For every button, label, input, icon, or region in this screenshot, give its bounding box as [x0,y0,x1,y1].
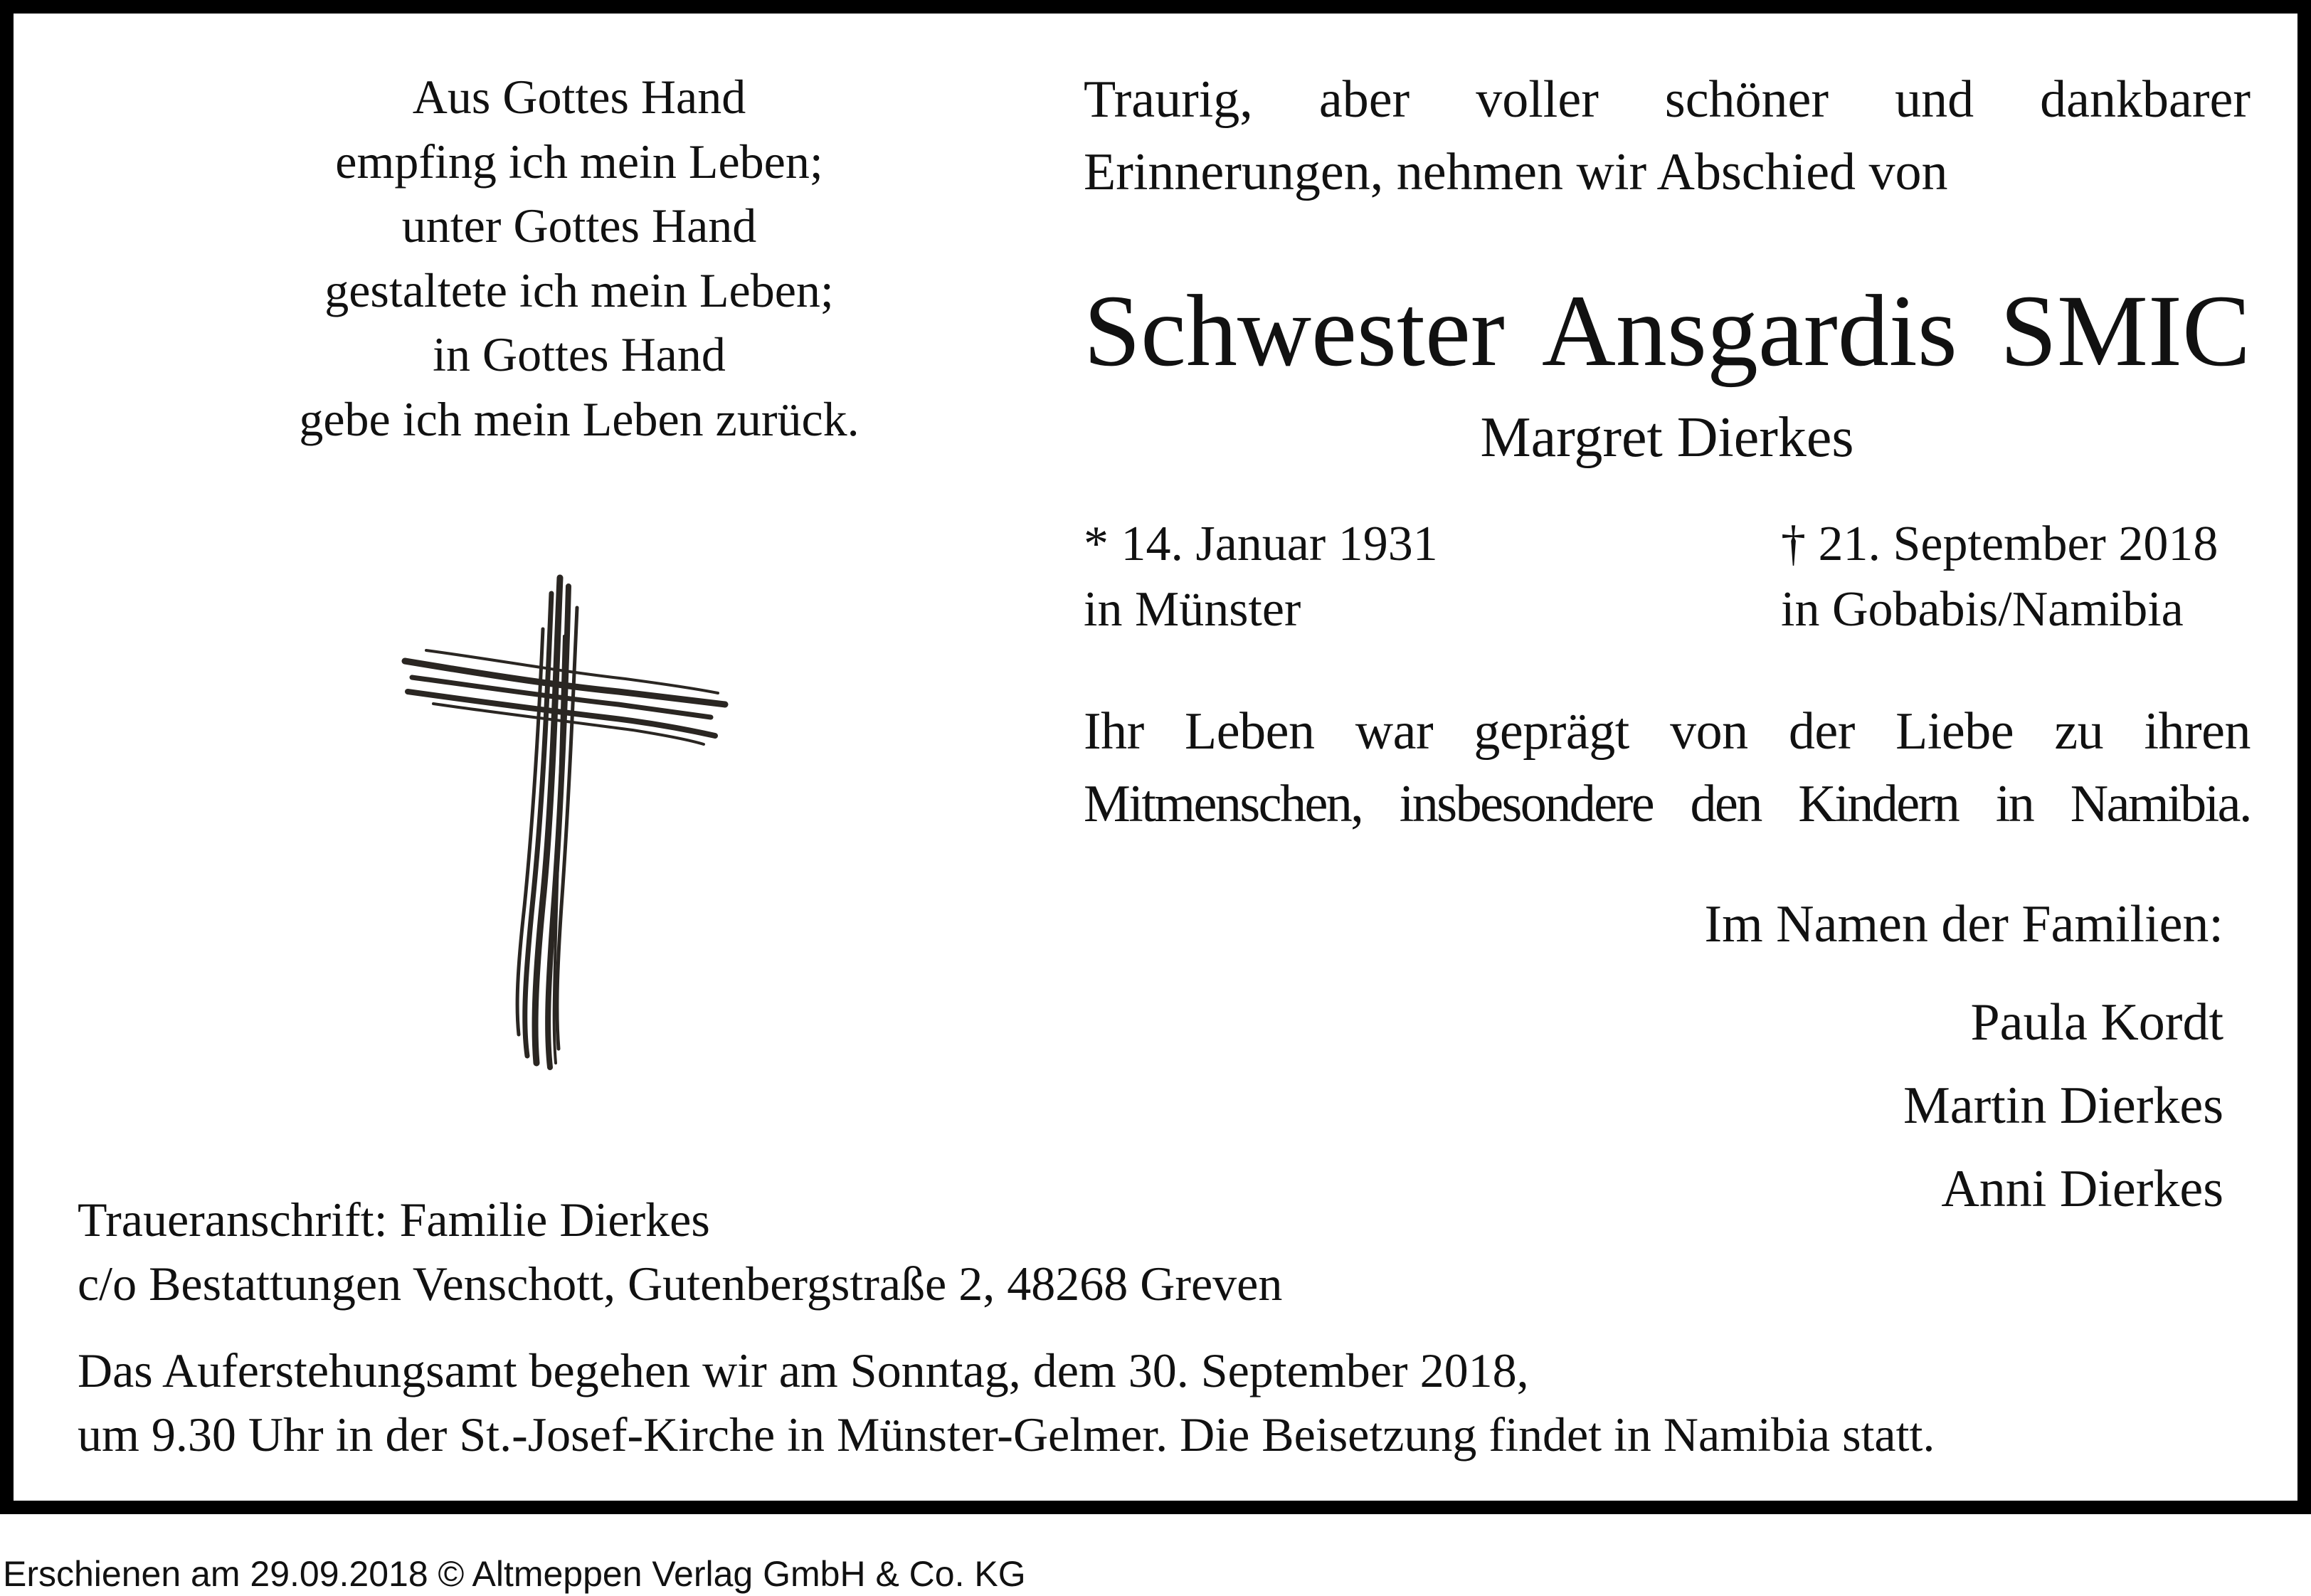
signer-name: Martin Dierkes [1903,1077,2223,1135]
service-line: um 9.30 Uhr in der St.-Josef-Kirche in Münster-Gelmer. Die Beisetzung findet in Namibia statt. [78,1407,1935,1462]
poem-line: gestaltete ich mein Leben; [324,263,834,317]
life-line: Mitmenschen, insbesondere den Kindern in Namibia. [1084,775,2251,833]
intro-text [1084,63,2251,208]
poem-line: in Gottes Hand [433,327,726,381]
intro-line: Erinnerungen, nehmen wir Abschied von [1084,143,1948,201]
death-info [1781,512,2218,643]
birth-place: in Münster [1084,582,1301,637]
signer-name: Anni Dierkes [1941,1160,2223,1218]
birth-name: Margret Dierkes [1480,406,1854,469]
death-date: † 21. September 2018 [1781,517,2219,571]
signoff: Im Namen der Familien: [1704,895,2223,953]
poem-line: unter Gottes Hand [401,199,757,253]
intro-line: Traurig, aber voller schöner und dankbarer [1084,70,2251,129]
cross-icon [391,565,746,1077]
service-info [78,1338,2212,1466]
signer-name: Paula Kordt [1970,993,2223,1052]
birth-date: * 14. Januar 1931 [1084,517,1438,571]
life-text [1084,695,2251,840]
signers [1512,981,2223,1231]
poem-line: empfing ich mein Leben; [335,134,823,189]
deceased-name: Schwester Ansgardis SMIC [1084,275,2251,388]
address-line: Traueranschrift: Familie Dierkes [78,1193,710,1247]
service-line: Das Auferstehungsamt begehen wir am Sonntag, dem 30. September 2018, [78,1343,1529,1397]
death-place: in Gobabis/Namibia [1781,582,2184,637]
poem-line: Aus Gottes Hand [412,70,746,124]
life-line: Ihr Leben war geprägt von der Liebe zu ihren [1084,702,2251,761]
address-line: c/o Bestattungen Venschott, Gutenbergstraße 2, 48268 Greven [78,1257,1283,1311]
publication-footer: Erschienen am 29.09.2018 © Altmeppen Verlag GmbH & Co. KG [3,1554,1026,1594]
poem-line: gebe ich mein Leben zurück. [299,391,860,446]
birth-info [1084,512,1438,643]
poem [177,65,981,451]
mourning-address [78,1188,1501,1316]
